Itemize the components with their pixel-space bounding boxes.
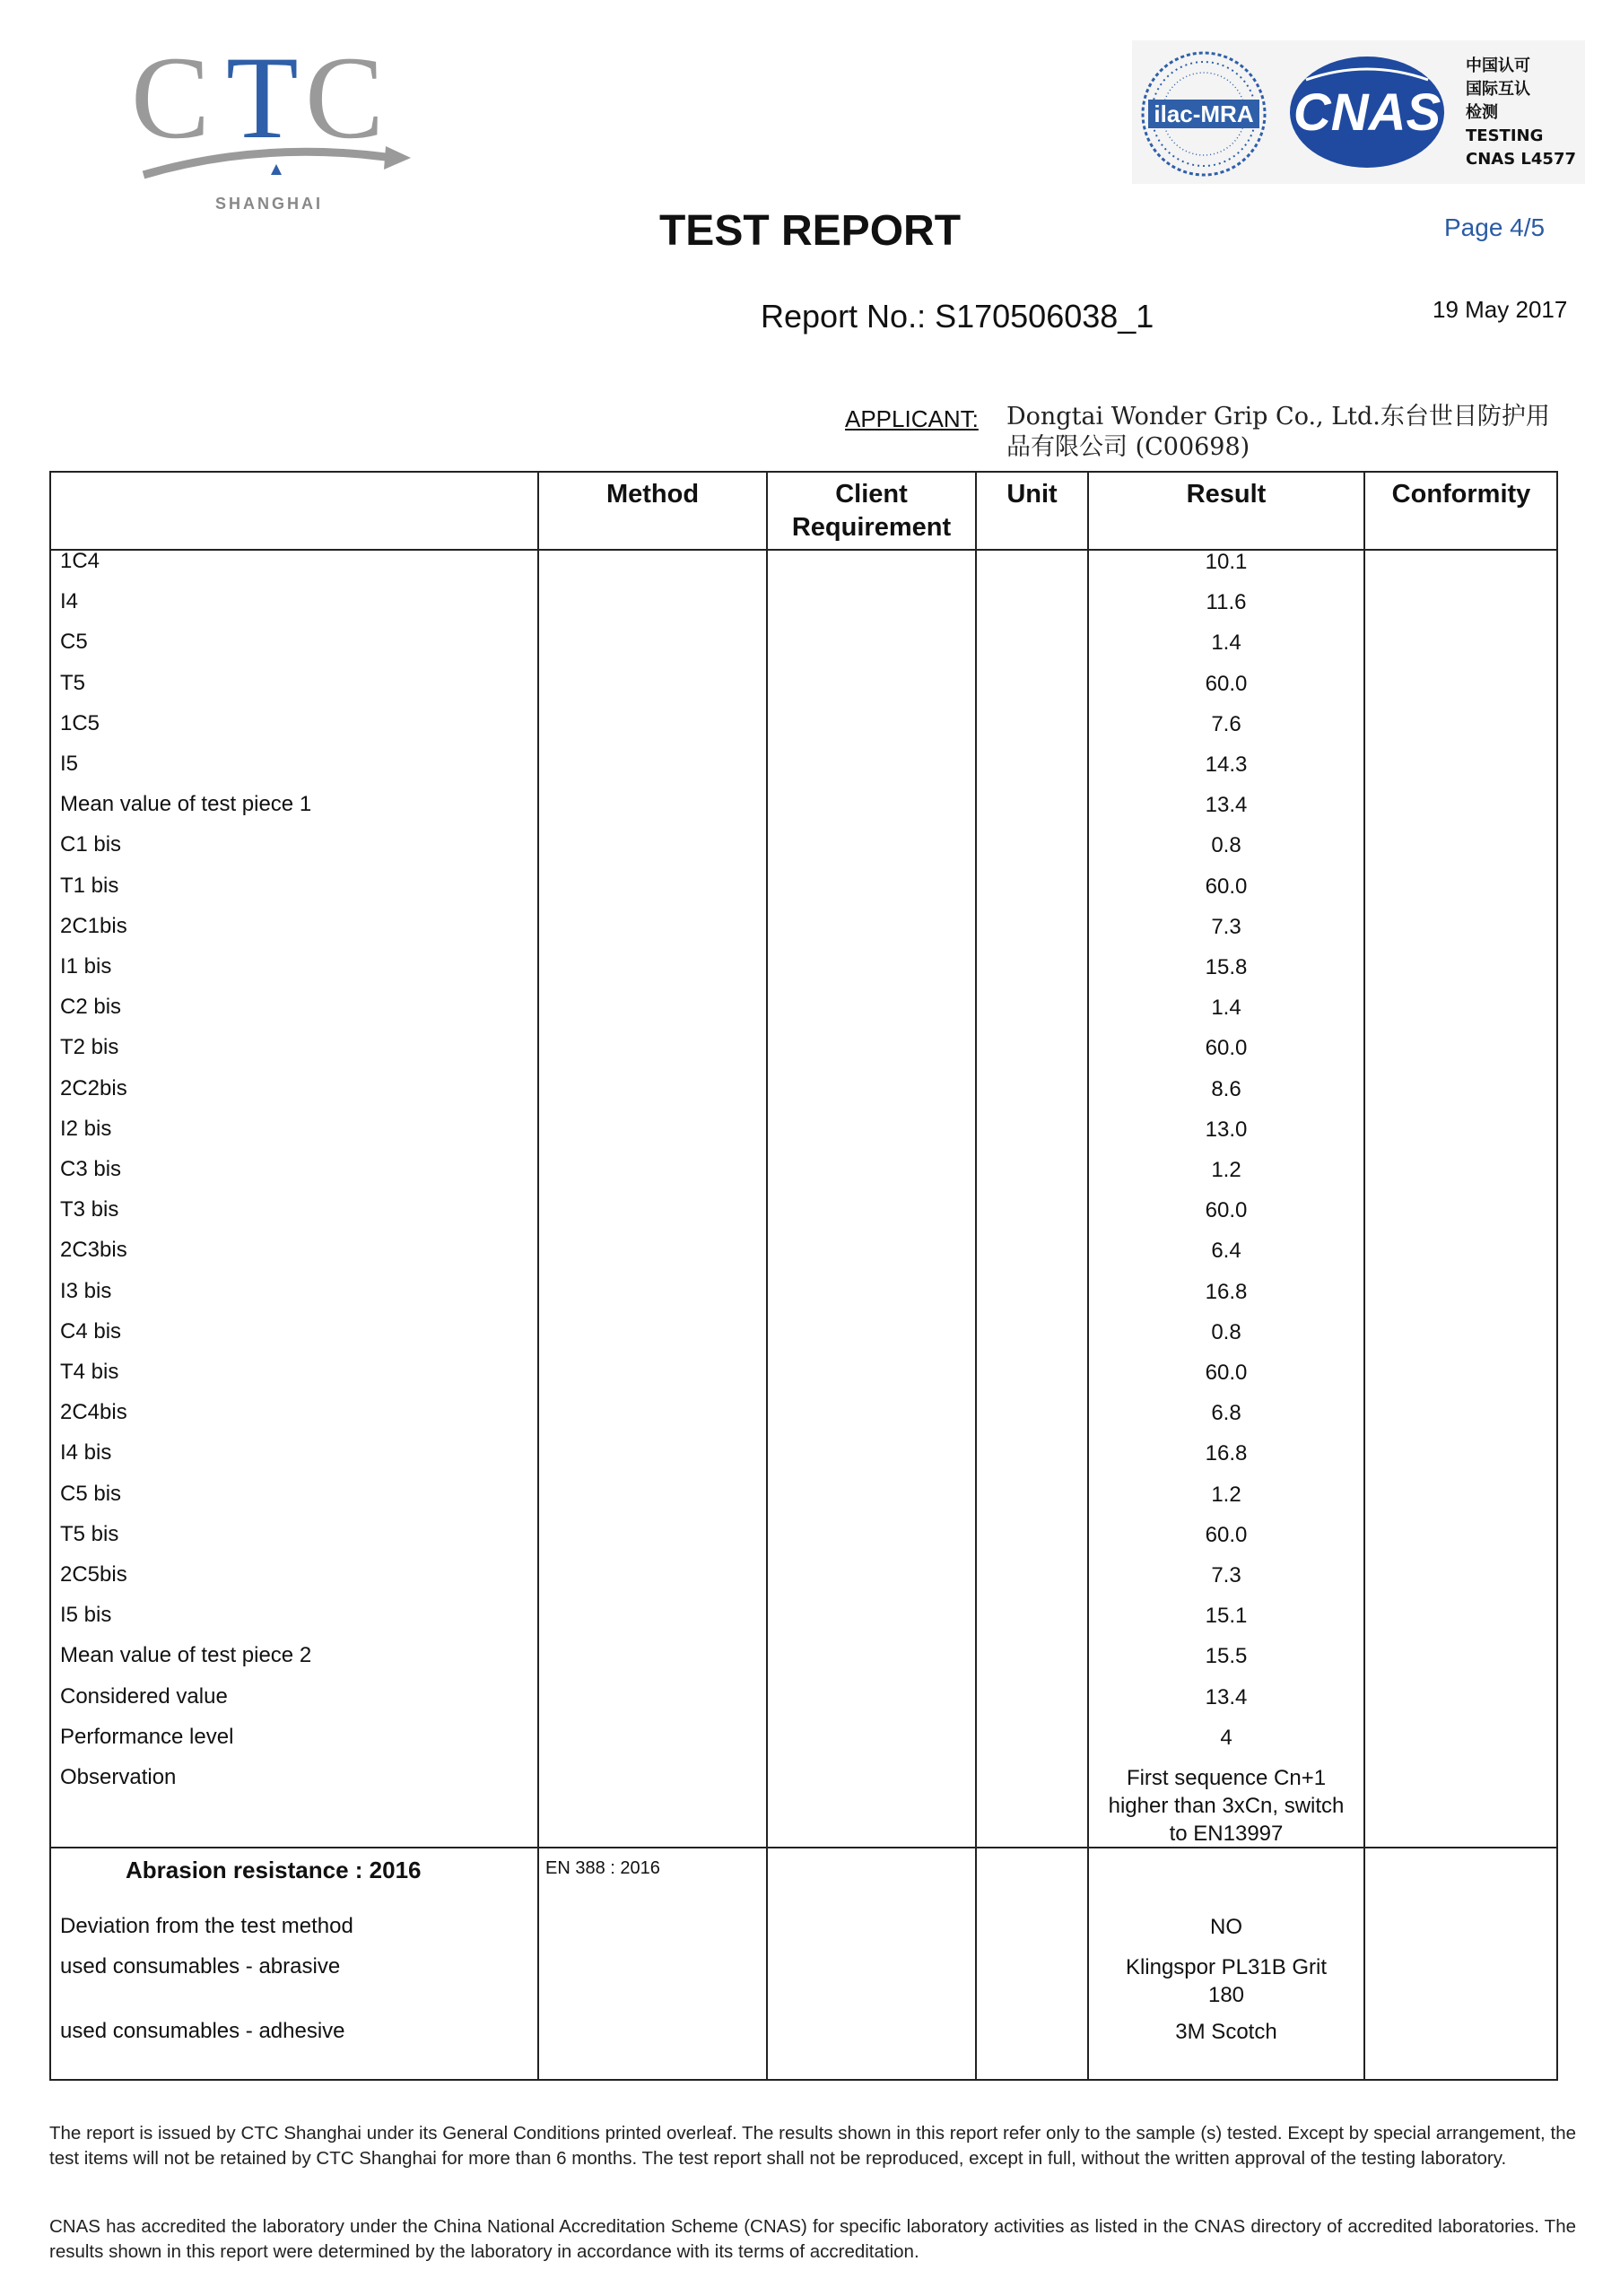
row-result: 1.2 bbox=[1211, 1482, 1241, 1507]
report-number: Report No.: S170506038_1 bbox=[761, 298, 1154, 335]
row-label: 2C1bis bbox=[60, 913, 127, 938]
row-result: 60.0 bbox=[1205, 1361, 1248, 1385]
svg-text:ilac-MRA: ilac-MRA bbox=[1154, 100, 1254, 127]
ctc-logo-mark bbox=[126, 40, 422, 220]
page-indicator: Page 4/5 bbox=[1444, 213, 1546, 241]
column-header-conformity: Conformity bbox=[1391, 480, 1531, 509]
svg-text:C: C bbox=[131, 40, 223, 163]
row-label: 2C4bis bbox=[60, 1400, 127, 1425]
row-label: C5 bbox=[60, 630, 88, 655]
row-label: 2C5bis bbox=[60, 1562, 127, 1587]
accreditation-logos bbox=[1132, 40, 1585, 184]
row-result: First sequence Cn+1 higher than 3xCn, switch to EN13997 bbox=[1108, 1766, 1345, 1846]
row-result: 60.0 bbox=[1205, 1198, 1248, 1223]
svg-text:C: C bbox=[305, 40, 385, 163]
row-label: C3 bis bbox=[60, 1157, 122, 1181]
row-result: 1.4 bbox=[1211, 631, 1241, 656]
row-result: 15.1 bbox=[1205, 1604, 1248, 1629]
row-label: I2 bis bbox=[60, 1116, 112, 1141]
footer-disclaimer: The report is issued by CTC Shanghai under its General Conditions printed overleaf. The results shown in this report refer only to the sample (s) tested. Except by special arrangement, the test items will not be retained by CTC Shanghai for more than 6 months. The test report shall not be reproduced, except in full, without the written approval of the testing laboratory. bbox=[49, 2123, 1576, 2169]
row-result: 11.6 bbox=[1206, 590, 1247, 615]
accreditation-line: 国际互认 bbox=[1466, 80, 1530, 99]
row-result: 4 bbox=[1220, 1725, 1232, 1750]
row-result: 60.0 bbox=[1205, 1036, 1248, 1061]
accreditation-line: TESTING bbox=[1466, 126, 1544, 145]
row-label: 1C5 bbox=[60, 710, 100, 735]
row-label: I3 bis bbox=[60, 1278, 112, 1303]
row-label: C1 bis bbox=[60, 832, 122, 857]
row-label: used consumables - adhesive bbox=[60, 2019, 345, 2043]
row-result: 13.4 bbox=[1205, 793, 1248, 818]
results-table bbox=[49, 471, 1558, 2081]
row-label: Deviation from the test method bbox=[60, 1914, 353, 1938]
row-label: 2C2bis bbox=[60, 1075, 127, 1100]
column-header-result: Result bbox=[1186, 480, 1267, 509]
ctc-logo bbox=[126, 40, 422, 220]
row-result: 0.8 bbox=[1211, 1319, 1241, 1344]
row-result: 60.0 bbox=[1205, 1522, 1248, 1547]
row-label: T4 bis bbox=[60, 1360, 119, 1384]
row-label: T3 bis bbox=[60, 1197, 119, 1222]
row-result: 13.4 bbox=[1205, 1684, 1248, 1709]
row-result: 1.2 bbox=[1211, 1158, 1241, 1182]
row-label: C5 bis bbox=[60, 1481, 122, 1506]
row-result: 7.6 bbox=[1211, 711, 1241, 736]
applicant-value: Dongtai Wonder Grip Co., Ltd.东台世目防护用品有限公司 (C00698) bbox=[1006, 403, 1550, 461]
row-result: 60.0 bbox=[1205, 671, 1248, 696]
ilac-cnas-logo bbox=[1132, 40, 1464, 184]
column-header-client-requirement: Client Requirement bbox=[791, 480, 952, 542]
row-label: Mean value of test piece 2 bbox=[60, 1643, 312, 1668]
row-result: 3M Scotch bbox=[1175, 2020, 1277, 2044]
report-date: 19 May 2017 bbox=[1433, 296, 1568, 323]
row-result: 60.0 bbox=[1205, 874, 1248, 899]
row-result: Klingspor PL31B Grit 180 bbox=[1125, 1955, 1328, 2007]
row-result: 7.3 bbox=[1211, 914, 1241, 939]
row-label: I5 bbox=[60, 752, 79, 776]
row-result: 0.8 bbox=[1211, 833, 1241, 858]
row-label: 2C3bis bbox=[60, 1238, 127, 1263]
accreditation-line: 中国认可 bbox=[1466, 57, 1530, 75]
column-header-unit: Unit bbox=[1006, 480, 1058, 509]
accreditation-line: 检测 bbox=[1466, 103, 1498, 122]
row-result: NO bbox=[1210, 1915, 1242, 1939]
row-label: I5 bis bbox=[60, 1603, 112, 1628]
row-result: 1.4 bbox=[1211, 996, 1241, 1021]
row-label: 1C4 bbox=[60, 549, 100, 573]
abrasion-method: EN 388 : 2016 bbox=[545, 1858, 660, 1878]
footer-accreditation: CNAS has accredited the laboratory under the China National Accreditation Scheme (CNAS) for specific laboratory activities as listed in the CNAS directory of accredited laboratories. The results shown in this report were determined by the laboratory in accordance with its terms of accreditation. bbox=[49, 2216, 1576, 2262]
row-result: 6.4 bbox=[1211, 1239, 1241, 1264]
svg-text:T: T bbox=[226, 40, 299, 163]
row-result: 10.1 bbox=[1205, 550, 1248, 574]
logo-subtitle: SHANGHAI bbox=[215, 195, 324, 213]
accreditation-line: CNAS L4577 bbox=[1466, 150, 1577, 169]
row-label: Mean value of test piece 1 bbox=[60, 792, 312, 817]
row-result: 15.5 bbox=[1205, 1644, 1248, 1669]
row-label: Considered value bbox=[60, 1683, 228, 1709]
row-result: 13.0 bbox=[1205, 1117, 1248, 1142]
row-label: T2 bis bbox=[60, 1035, 119, 1060]
row-label: C2 bis bbox=[60, 995, 122, 1020]
row-result: 16.8 bbox=[1205, 1441, 1248, 1466]
accreditation-text bbox=[1466, 55, 1576, 171]
section-title-abrasion: Abrasion resistance : 2016 bbox=[126, 1857, 422, 1883]
row-label: used consumables - abrasive bbox=[60, 1954, 341, 1979]
report-title: TEST REPORT bbox=[658, 207, 962, 255]
row-label: Performance level bbox=[60, 1724, 234, 1749]
row-label: I1 bis bbox=[60, 954, 112, 978]
row-result: 7.3 bbox=[1211, 1563, 1241, 1587]
row-result: 8.6 bbox=[1211, 1076, 1241, 1101]
svg-text:CNAS: CNAS bbox=[1293, 83, 1441, 142]
row-label: T1 bis bbox=[60, 873, 119, 898]
row-label: I4 bbox=[60, 589, 79, 614]
row-result: 15.8 bbox=[1205, 955, 1248, 979]
row-result: 14.3 bbox=[1205, 752, 1248, 777]
row-label: T5 bbox=[60, 670, 86, 695]
row-label: I4 bis bbox=[60, 1440, 112, 1465]
row-result: 6.8 bbox=[1211, 1401, 1241, 1426]
row-label: Observation bbox=[60, 1765, 177, 1789]
row-label: T5 bis bbox=[60, 1521, 119, 1546]
row-label: C4 bis bbox=[60, 1318, 122, 1344]
row-result: 16.8 bbox=[1205, 1279, 1248, 1304]
applicant-label: APPLICANT: bbox=[845, 405, 979, 432]
column-header-method: Method bbox=[605, 480, 700, 509]
